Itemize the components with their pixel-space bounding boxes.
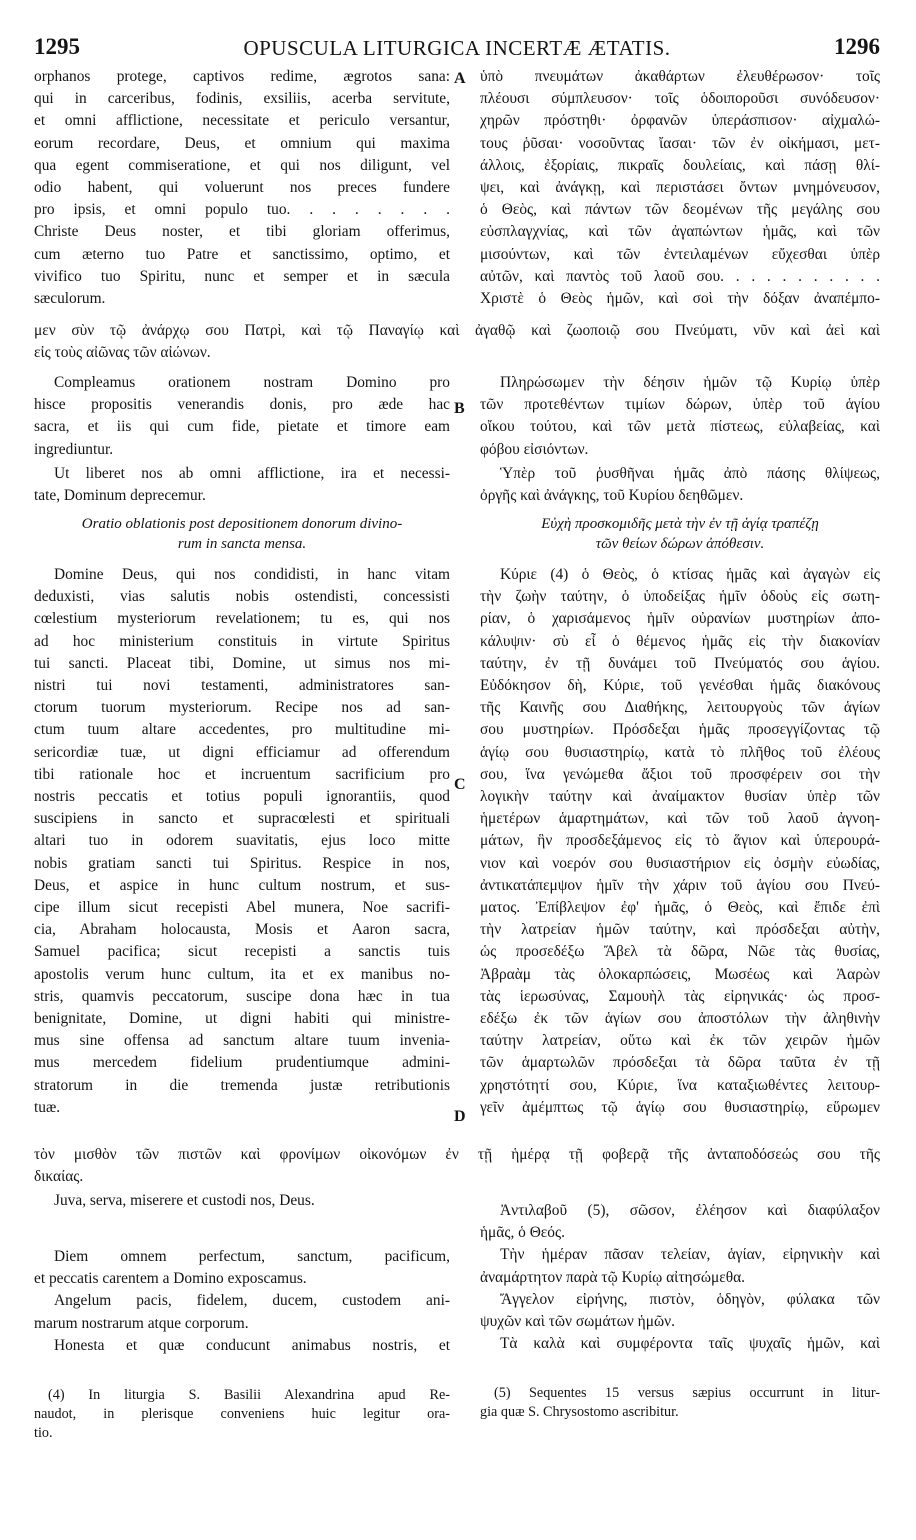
- text-line: hisce propositis venerandis donis, pro æde hac: [34, 396, 450, 414]
- latin-block-1: [34, 66, 450, 310]
- text-line: εἰς τοὺς αἰῶνας τῶν αἰώνων.: [34, 344, 211, 362]
- text-line: ρίαν, ὁ χαρισάμενος ἡμῖν οὐρανίων μυστηρίων ἀπο-: [480, 610, 880, 628]
- text-line: λογικὴν ταύτην καὶ ἀναίμακτον θυσίαν ὑπὲρ τῶν: [480, 788, 880, 806]
- text-line: ψει, καὶ ἀνάγκῃ, καὶ περιστάσει ὄντων μνημόνευσον,: [480, 179, 880, 197]
- text-line: marum nostrarum atque corporum.: [34, 1314, 249, 1332]
- text-line: ἀναμάρτητον παρὰ τῷ Κυρίῳ αἰτησώμεθα.: [480, 1268, 745, 1286]
- latin-footnote: [34, 1386, 450, 1443]
- text-line: ὡς προσεδέξω Ἄβελ τὰ δῶρα, Νῶε τὰς θυσίας,: [480, 943, 880, 961]
- latin-block-5: [34, 1190, 450, 1212]
- latin-block-6: [34, 1246, 450, 1357]
- section-heading: τῶν θείων δώρων ἀπόθεσιν.: [595, 536, 765, 552]
- text-line: tuæ.: [34, 1098, 61, 1116]
- text-line: et peccatis carentem a Domino exposcamus.: [34, 1270, 307, 1288]
- text-line: Samuel pacifica; sicut recepisti a sanctis tuis: [34, 943, 450, 961]
- text-line: ἡμετέρων ἁμαρτημάτων, καὶ τῶν τοῦ λαοῦ ἀγνοη-: [480, 810, 880, 828]
- text-line: μάτων, ἣν προσδεξάμενος εἰς τὸ ἅγιον καὶ ὑπερουρά-: [480, 832, 880, 850]
- text-line: Honesta et quæ conducunt animabus nostris, et: [54, 1336, 450, 1354]
- greek-span-2: [34, 1144, 880, 1188]
- running-title: OPUSCULA LITURGICA INCERTÆ ÆTATIS.: [243, 36, 671, 60]
- text-line: ὀργῆς καὶ ἀνάγκης, τοῦ Κυρίου δεηθῶμεν.: [480, 487, 744, 505]
- text-line: sæculorum.: [34, 290, 106, 308]
- text-line: εδέξω ἐκ τῶν ἁγίων σου ἀποστόλων τὴν ἀληθινὴν: [480, 1010, 880, 1028]
- text-line: cœlestium mysteriorum revelationem; tu es, qui nos: [34, 610, 450, 628]
- text-line: ctum tuum altare accedentes, pro multitudine mi-: [34, 721, 450, 739]
- text-line: Compleamus orationem nostram Domino pro: [54, 374, 450, 391]
- text-line: ταύτην, ἐν τῇ δυνάμει τοῦ Πνεύματός σου ἁγίου.: [480, 654, 880, 672]
- page-number-left: 1295: [34, 34, 80, 59]
- text-line: γεῖν ἀμέμπτως τῷ ἁγίῳ σου θυσιαστηρίῳ, εὕρωμεν: [480, 1098, 880, 1116]
- text-line: altari tuo in odorem suavitatis, ejus loco mitte: [34, 832, 450, 850]
- text-line: Juva, serva, miserere et custodi nos, Deus.: [54, 1192, 315, 1209]
- text-line: Τὴν ἡμέραν πᾶσαν τελείαν, ἁγίαν, εἰρηνικὴν καὶ: [500, 1246, 880, 1264]
- section-heading: Oratio oblationis post depositionem donorum divino-: [81, 516, 403, 532]
- latin-block-2: [34, 372, 450, 507]
- text-line: ὑπὸ πνευμάτων ἀκαθάρτων ἐλευθέρωσον· τοῖς: [480, 68, 880, 85]
- latin-heading: [34, 514, 450, 554]
- text-line: τὰς ἱερωσύνας, Σαμουὴλ τὰς εἰρηνικάς· ὡς προσ-: [480, 987, 880, 1005]
- greek-footnote: [480, 1384, 880, 1422]
- text-line: mus mercedem fidelium prudentiumque admini-: [34, 1054, 450, 1072]
- text-line: ὁ Θεὸς, καὶ πάντων τῶν δεομένων τῆς μεγάλης σου: [480, 201, 880, 219]
- text-line: Πληρώσωμεν τὴν δέησιν ἡμῶν τῷ Κυρίῳ ὑπὲρ: [500, 374, 880, 391]
- text-line: qua egent commiseratione, et qui nos diligunt, vel: [34, 156, 450, 174]
- text-line: Ἄγγελον εἰρήνης, πιστὸν, ὁδηγὸν, φύλακα τῶν: [500, 1290, 880, 1308]
- text-line: Ἀντιλαβοῦ (5), σῶσον, ἐλέησον καὶ διαφύλαξον: [500, 1202, 880, 1219]
- text-line: tate, Dominum deprecemur.: [34, 487, 206, 505]
- text-line: stris, quamvis peccatorum, suscipe dona hæc in tua: [34, 987, 450, 1005]
- text-line: Christe Deus noster, et tibi gloriam offerimus,: [34, 223, 450, 241]
- greek-block-1: [480, 66, 880, 310]
- text-line: ταύτην λατρείαν, οὕτω καὶ ἐκ τῶν χειρῶν ἡμῶν: [480, 1032, 880, 1050]
- text-line: et omni afflictione, necessitate et periculo versantur,: [34, 112, 450, 130]
- text-line: τὴν ζωὴν ταύτην, ὁ ὑποδείξας ἡμῖν ὁδοὺς εἰς σωτη-: [480, 588, 880, 606]
- column-marker-b: B: [454, 400, 465, 417]
- text-line: χρηστότητί σου, Κύριε, ἵνα καταξιωθέντες λειτουρ-: [480, 1076, 880, 1094]
- text-line: ψυχῶν καὶ τῶν σωμάτων ἡμῶν.: [480, 1313, 675, 1331]
- footnote-line: tio.: [34, 1425, 53, 1441]
- text-line: nistri tui novi testamenti, administratores san-: [34, 677, 450, 695]
- text-line: ingrediuntur.: [34, 440, 114, 458]
- text-line: ad hoc ministerium constituis in virtute Spiritus: [34, 632, 450, 650]
- greek-block-5: [480, 1200, 880, 1355]
- text-line: benignitate, Domine, ut digni habiti qui ministre-: [34, 1010, 450, 1028]
- text-line: qui in carceribus, fodinis, exsiliis, acerba servitute,: [34, 90, 450, 108]
- text-line: Κύριε (4) ὁ Θεὸς, ὁ κτίσας ἡμᾶς καὶ ἀγαγὼν εἰς: [500, 566, 880, 583]
- text-line: τὴν λατρείαν ἡμῶν ταύτην, καὶ πρόσδεξαι αὐτὴν,: [480, 921, 880, 939]
- text-line: ἁγίῳ σου θυσιαστηρίῳ, κατὰ τὸ πλῆθος τοῦ ἐλέους: [480, 743, 880, 761]
- text-line: Angelum pacis, fidelem, ducem, custodem ani-: [54, 1292, 450, 1310]
- text-line: τὸν μισθὸν τῶν πιστῶν καὶ φρονίμων οἰκονόμων ἐν τῇ ἡμέρᾳ τῇ φοβερᾷ τῆς ἀνταποδόσεώς σου τῆς: [34, 1146, 880, 1163]
- greek-block-4: [480, 564, 880, 1119]
- column-marker-a: A: [454, 70, 466, 87]
- greek-span-1: [34, 320, 880, 364]
- text-line: nostris peccatis et totius populi ignorantiis, quod: [34, 788, 450, 806]
- footnote-line: naudot, in plerisque conveniens huic legitur ora-: [34, 1406, 450, 1422]
- text-line: Diem omnem perfectum, sanctum, pacificum,: [54, 1248, 450, 1265]
- footnote-line: (4) In liturgia S. Basilii Alexandrina apud Re-: [48, 1387, 450, 1403]
- text-line: cipe illum sicut recepisti Abel munera, Noe sacrifi-: [34, 899, 450, 917]
- text-line: σου μυστηρίων. Πρόσδεξαι ἡμᾶς προσεγγίζοντας τῷ: [480, 721, 880, 739]
- text-line: sacra, et iis qui cum fide, pietate et timore eam: [34, 418, 450, 436]
- text-line: πλέουσι σύμπλευσον· τοῖς ὁδοιπορoῦσι συνόδευσον·: [480, 90, 880, 108]
- text-line: sericordiæ tuæ, ut digni efficiamur ad offerendum: [34, 743, 450, 761]
- page-number-right: 1296: [834, 34, 880, 59]
- column-marker-d: D: [454, 1108, 466, 1125]
- text-line: tibi rationale hoc et incruentum sacrificium pro: [34, 765, 450, 783]
- text-line: apostolis verum hunc cultum, ita et ex manibus no-: [34, 965, 450, 983]
- text-line: εὐσπλαγχνίας, καὶ τῶν ἀγαπώντων ἡμᾶς, καὶ τῶν: [480, 223, 880, 241]
- text-line: ctorum tuorum mysteriorum. Recipe nos ad san-: [34, 699, 450, 717]
- text-line: pro ipsis, et omni populo tuo. . . . . . . .: [34, 201, 450, 219]
- text-line: eorum recordare, Deus, et omnium qui maxima: [34, 134, 450, 152]
- text-line: φόβου εἰσιόντων.: [480, 440, 589, 458]
- text-line: Ὑπὲρ τοῦ ῥυσθῆναι ἡμᾶς ἀπὸ πάσης θλίψεως,: [500, 464, 880, 482]
- text-line: τῶν προτεθέντων τιμίων δώρων, ὑπὲρ τοῦ ἁγίου: [480, 396, 880, 414]
- text-line: odio habent, qui voluerunt nos preces fundere: [34, 179, 450, 197]
- text-line: Ut liberet nos ab omni afflictione, ira et necessi-: [54, 464, 450, 482]
- text-line: Εὐδόκησον δὴ, Κύριε, τοῦ γενέσθαι ἡμᾶς διακόνους: [480, 677, 880, 695]
- text-line: σου, ἵνα γενώμεθα ἄξιοι τοῦ προσφέρειν σοι τὴν: [480, 765, 880, 783]
- greek-block-2: [480, 372, 880, 507]
- text-line: ἡμᾶς, ὁ Θεός.: [480, 1224, 565, 1242]
- text-line: τῆς Καινῆς σου Διαθήκης, λειτουργοὺς τῶν ἁγίων: [480, 699, 880, 717]
- text-line: νιον καὶ νοερόν σου θυσιαστήριον εἰς ὀσμὴν εὐωδίας,: [480, 854, 880, 872]
- text-line: stratorum in die tremenda justæ retributionis: [34, 1076, 450, 1094]
- text-line: mus sine offensa ad sanctum altare tuum invenia-: [34, 1032, 450, 1050]
- section-heading: rum in sancta mensa.: [177, 536, 307, 552]
- text-line: άλλοις, ἐξορίαις, πικραῖς δουλείαις, καὶ πάσῃ θλί-: [480, 156, 880, 174]
- text-line: cia, Abraham holocausta, Mosis et Aaron sacra,: [34, 921, 450, 939]
- page-header: [34, 34, 880, 64]
- text-line: Domine Deus, qui nos condidisti, in hanc vitam: [54, 566, 450, 583]
- text-line: Ἀβραὰμ τὰς ὁλοκαρπώσεις, Μωσέως καὶ Ἀαρὼν: [480, 965, 880, 983]
- text-line: Χριστὲ ὁ Θεὸς ἡμῶν, καὶ σοὶ τὴν δόξαν ἀναπέμπο-: [480, 290, 880, 308]
- text-line: αὐτῶν, καὶ παντὸς τοῦ λαοῦ σου. . . . . . . . . . .: [480, 267, 880, 285]
- text-line: cum æterno tuo Patre et sanctissimo, optimo, et: [34, 245, 450, 263]
- greek-heading: [480, 514, 880, 554]
- text-line: οἴκου τούτου, καὶ τῶν μετὰ πίστεως, εὐλαβείας, καὶ: [480, 418, 880, 436]
- text-line: ἀντικατάπεμψον ἡμῖν τὴν χάριν τοῦ ἁγίου σου Πνεύ-: [480, 876, 880, 894]
- text-line: μισούντων, καὶ τῶν ἐντειλαμένων εὔχεσθαι ὑπὲρ: [480, 245, 880, 263]
- latin-block-4: [34, 564, 450, 1119]
- text-line: δικαίας.: [34, 1168, 84, 1186]
- text-line: Τὰ καλὰ καὶ συμφέροντα ταῖς ψυχαῖς ἡμῶν, καὶ: [500, 1335, 880, 1353]
- text-line: tui sancti. Placeat tibi, Domine, ut simus nos mi-: [34, 654, 450, 672]
- column-marker-c: C: [454, 776, 466, 793]
- text-line: τους ῥῦσαι· νοσοῦντας ἴασαι· τῶν ἐν οἰκήμασι, μετ-: [480, 134, 880, 152]
- text-line: deduxisti, vias salutis nobis ostendisti, concessisti: [34, 588, 450, 606]
- text-line: Deus, et aspice in hunc cultum nostrum, et sus-: [34, 876, 450, 894]
- text-line: orphanos protege, captivos redime, ægrotos sana:: [34, 68, 450, 85]
- text-line: χηρῶν πρόστηθι· ὀρφανῶν ὑπεράσπισον· αἰχμαλώ-: [480, 112, 880, 130]
- text-line: vivifico tuo Spiritu, nunc et semper et in sæcula: [34, 267, 450, 285]
- text-line: τῶν ἁμαρτωλῶν πρόσδεξαι τὰ δῶρα ταῦτα ἐν τῇ: [480, 1054, 880, 1072]
- text-line: ματος. Ἐπίβλεψον ἐφ' ἡμᾶς, ὁ Θεὸς, καὶ ἔπιδε ἐπὶ: [480, 899, 880, 917]
- text-line: suscipiens in sancto et supracœlesti et spirituali: [34, 810, 450, 828]
- footnote-line: gia quæ S. Chrysostomo ascribitur.: [480, 1404, 679, 1420]
- footnote-line: (5) Sequentes 15 versus sæpius occurrunt in litur-: [494, 1385, 880, 1401]
- text-line: μεν σὺν τῷ ἀνάρχῳ σου Πατρὶ, καὶ τῷ Παναγίῳ καὶ ἀγαθῷ καὶ ζωοποιῷ σου Πνεύματι, νῦν καὶ ἀεὶ καὶ: [34, 322, 880, 339]
- text-line: κάλυψιν· σὺ εἶ ὁ θέμενος ἡμᾶς εἰς τὴν διακονίαν: [480, 632, 880, 650]
- text-line: nobis gratiam sancti tui Spiritus. Respice in nos,: [34, 854, 450, 872]
- section-heading: Εὐχὴ προσκομιδῆς μετὰ τὴν ἐν τῇ ἁγίᾳ τραπέζῃ: [541, 516, 819, 532]
